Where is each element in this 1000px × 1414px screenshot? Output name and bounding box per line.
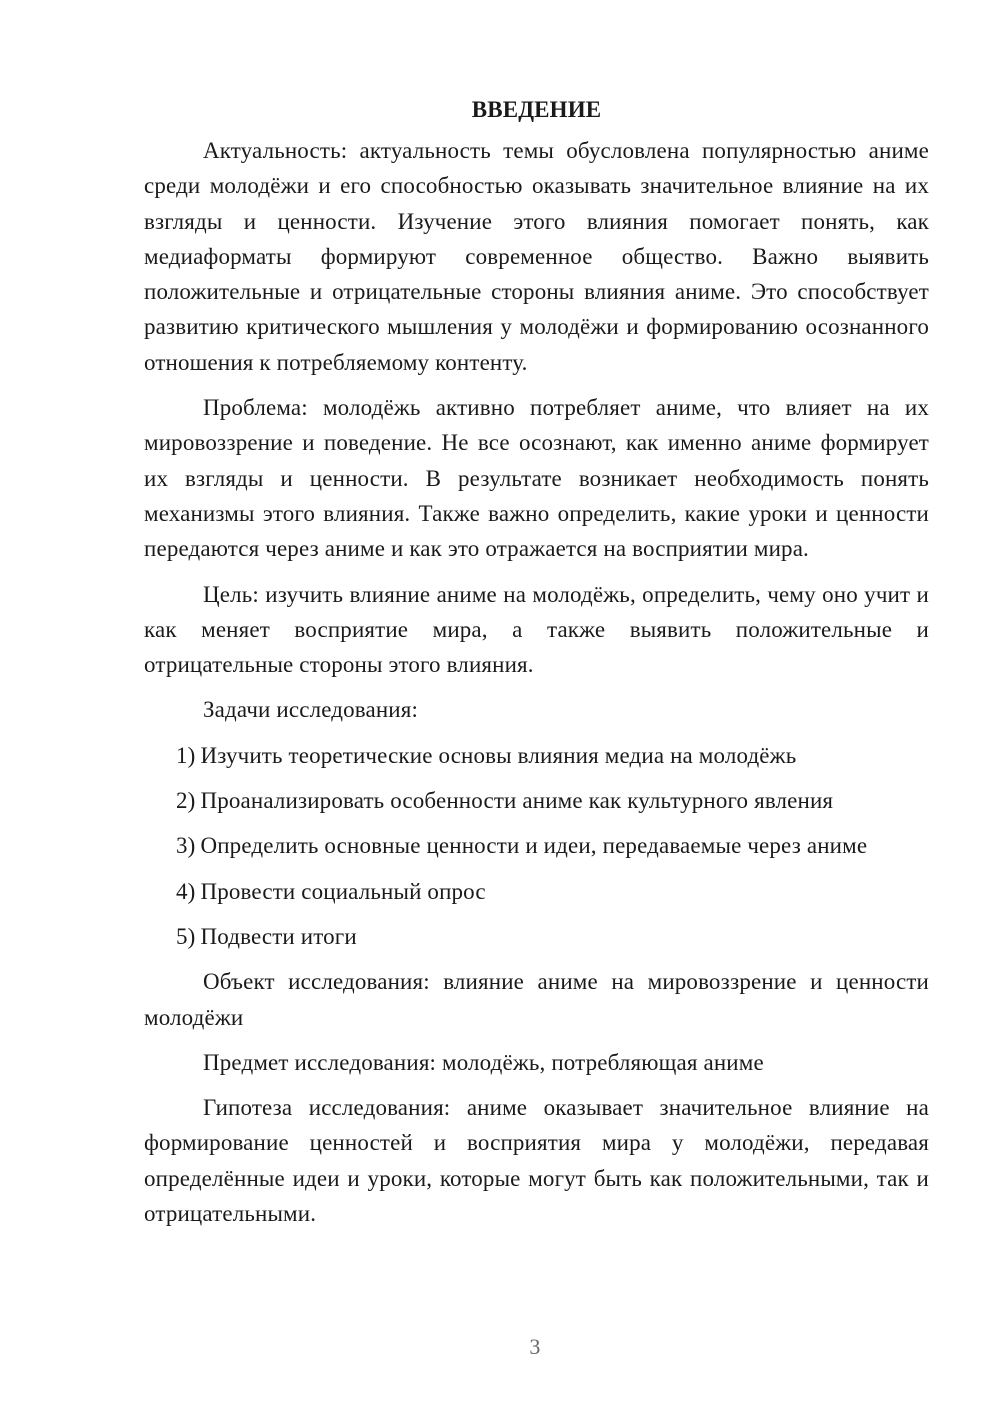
list-item-text: Провести социальный опрос [200, 878, 486, 904]
list-item [144, 919, 929, 954]
list-item [144, 738, 929, 773]
list-item [144, 828, 929, 863]
paragraph-goal: Цель: изучить влияние аниме на молодёжь, определить, чему оно учит и как меняет восприятие мира, а также выявить положительные и отрицательные стороны этого влияния. [144, 581, 929, 678]
paragraph-relevance: Актуальность: актуальность темы обусловлена популярностью аниме среди молодёжи и его способностью оказывать значительное влияние на их взгляды и ценности. Изучение этого влияния помогает понять, как медиаформаты формируют современное общество. Важно выявить положительные и отрицательные стороны влияния аниме. Это способствует развитию критического мышления у молодёжи и формированию осознанного отношения к потребляемому контенту. [144, 138, 929, 375]
paragraph-hypothesis: Гипотеза исследования: аниме оказывает значительное влияние на формирование ценностей и восприятия мира у молодёжи, передавая определённые идеи и уроки, которые могут быть как положительными, так и отрицательными. [144, 1095, 929, 1227]
page-content [144, 92, 929, 1241]
list-item-number: 4) [176, 878, 196, 904]
tasks-heading: Задачи исследования: [203, 697, 419, 723]
paragraph-subject: Предмет исследования: молодёжь, потребляющая аниме [203, 1049, 764, 1075]
list-item-number: 1) [176, 742, 196, 768]
list-item-text: Подвести итоги [200, 923, 357, 949]
list-item-text: Определить основные ценности и идеи, передаваемые через аниме [200, 833, 868, 859]
paragraph-problem: Проблема: молодёжь активно потребляет аниме, что влияет на их мировоззрение и поведение. Не все осознают, как именно аниме формирует их взгляды и ценности. В результате возникает необходимость понять механизмы этого влияния. Также важно определить, какие уроки и ценности передаются через аниме и как это отражается на восприятии мира. [144, 395, 929, 562]
list-item [144, 874, 929, 909]
list-item-text: Изучить теоретические основы влияния медиа на молодёжь [200, 742, 797, 768]
list-item-text: Проанализировать особенности аниме как культурного явления [200, 788, 834, 814]
tasks-list [144, 738, 929, 954]
section-title: ВВЕДЕНИЕ [471, 97, 602, 122]
list-item-number: 2) [176, 788, 196, 814]
list-item [144, 783, 929, 818]
list-item-number: 3) [176, 833, 196, 859]
page-number: 3 [529, 1334, 541, 1359]
list-item-number: 5) [176, 923, 196, 949]
paragraph-object: Объект исследования: влияние аниме на мировоззрение и ценности молодёжи [144, 969, 929, 1030]
